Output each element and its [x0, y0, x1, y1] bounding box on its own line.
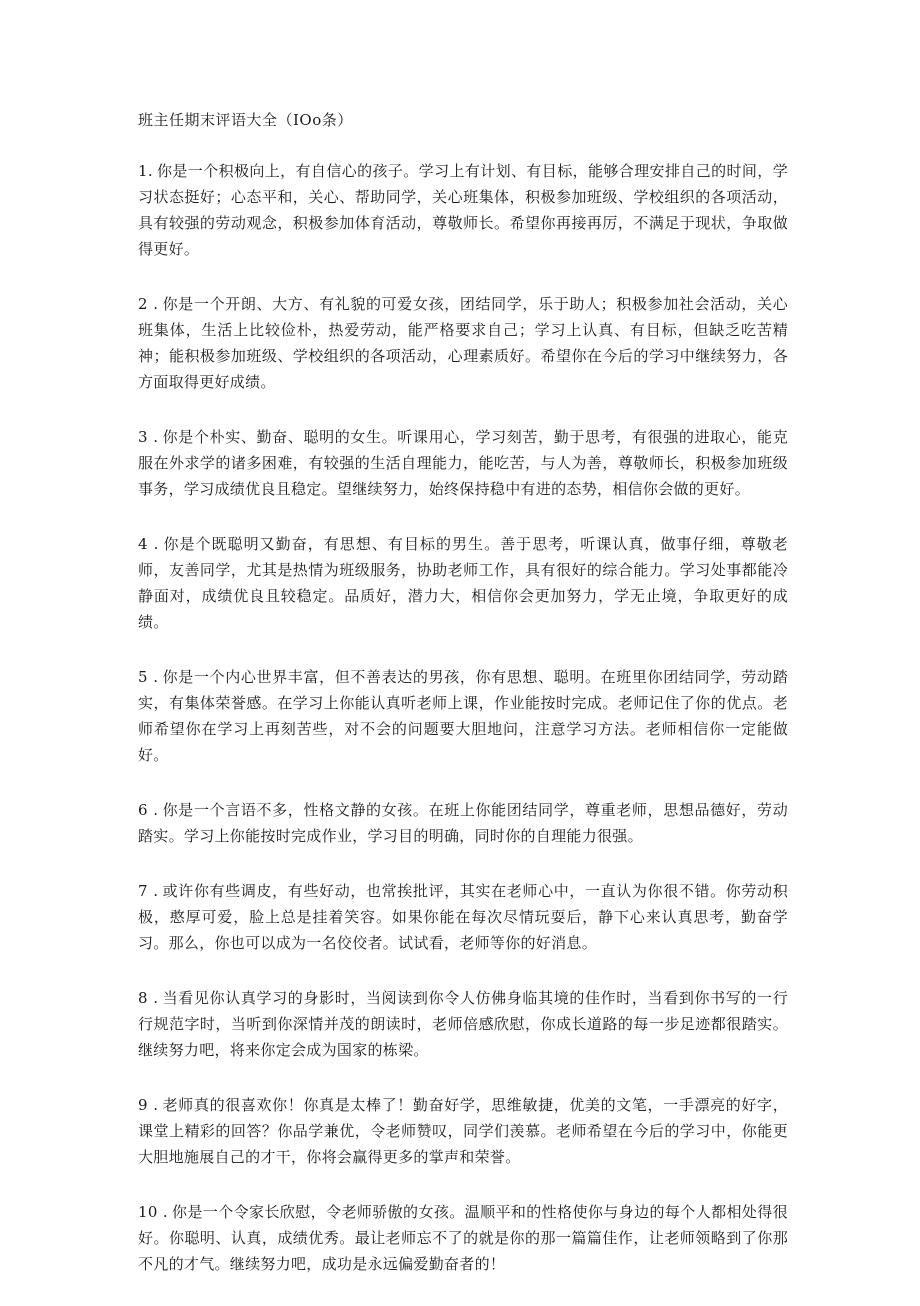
entry-number: 2 .: [138, 295, 159, 313]
entry-text: 你是一个令家长欣慰，令老师骄傲的女孩。温顺平和的性格使你与身边的每个人都相处得很好。你聪明、认真，成绩优秀。最让老师忘不了的就是你的那一篇篇佳作，让老师领略到了你那不凡的才气。继续努力吧，成功是永远偏爱勤奋者的！: [138, 1203, 788, 1273]
entry-text: 老师真的很喜欢你！你真是太棒了！勤奋好学，思维敏捷，优美的文笔，一手漂亮的好字，课堂上精彩的回答？你品学兼优，令老师赞叹，同学们羡慕。老师希望在今后的学习中，你能更大胆地施展自己的才干，你将会赢得更多的掌声和荣誉。: [138, 1096, 788, 1166]
entry-number: 3 .: [138, 428, 159, 446]
entry-number: 6 .: [138, 801, 159, 819]
entry-text: 你是个既聪明又勤奋，有思想、有目标的男生。善于思考，听课认真，做事仔细，尊敬老师，友善同学，尤其是热情为班级服务，协助老师工作，具有很好的综合能力。学习处事都能冷静面对，成绩优良且较稳定。品质好，潜力大，相信你会更加努力，学无止境，争取更好的成绩。: [138, 535, 788, 631]
entry-text: 你是个朴实、勤奋、聪明的女生。听课用心，学习刻苦，勤于思考，有很强的进取心，能克服在外求学的诸多困难，有较强的生活自理能力，能吃苦，与人为善，尊敬师长，积极参加班级事务，学习成绩优良且稳定。望继续努力，始终保持稳中有进的态势，相信你会做的更好。: [138, 428, 788, 498]
entry-number: 4 .: [138, 535, 159, 553]
entry-number: 10 .: [138, 1203, 168, 1221]
comment-entry-5: [138, 664, 788, 768]
entry-text: 当看见你认真学习的身影时，当阅读到你令人仿佛身临其境的佳作时，当看到你书写的一行行规范字时，当听到你深情并茂的朗读时，老师倍感欣慰，你成长道路的每一步足迹都很踏实。继续努力吧，将来你定会成为国家的栋梁。: [138, 989, 788, 1059]
comment-entry-1: [138, 158, 788, 262]
comment-entry-2: [138, 291, 788, 395]
comment-entry-4: [138, 531, 788, 635]
entry-text: 你是一个积极向上，有自信心的孩子。学习上有计划、有目标，能够合理安排自己的时间，学习状态挺好；心态平和，关心、帮助同学，关心班集体，积极参加班级、学校组织的各项活动，具有较强的劳动观念，积极参加体育活动，尊敬师长。希望你再接再厉，不满足于现状，争取做得更好。: [138, 162, 788, 258]
comment-entry-9: [138, 1092, 788, 1170]
comment-entry-7: [138, 878, 788, 956]
entry-number: 7 .: [138, 882, 159, 900]
comment-entry-3: [138, 424, 788, 502]
comment-list: [138, 158, 788, 1306]
entry-text: 或许你有些调皮，有些好动，也常挨批评，其实在老师心中，一直认为你很不错。你劳动积极，憨厚可爱，脸上总是挂着笑容。如果你能在每次尽情玩耍后，静下心来认真思考，勤奋学习。那么，你也可以成为一名佼佼者。试试看，老师等你的好消息。: [138, 882, 788, 952]
entry-text: 你是一个言语不多，性格文静的女孩。在班上你能团结同学，尊重老师，思想品德好，劳动踏实。学习上你能按时完成作业，学习目的明确，同时你的自理能力很强。: [138, 801, 788, 845]
comment-entry-10: [138, 1199, 788, 1277]
entry-number: 1.: [138, 162, 153, 180]
comment-entry-6: [138, 797, 788, 849]
entry-text: 你是一个内心世界丰富，但不善表达的男孩，你有思想、聪明。在班里你团结同学，劳动踏实，有集体荣誉感。在学习上你能认真听老师上课，作业能按时完成。老师记住了你的优点。老师希望你在学习上再刻苦些，对不会的问题要大胆地问，注意学习方法。老师相信你一定能做好。: [138, 668, 788, 764]
document-title: 班主任期末评语大全（IOo条）: [138, 111, 353, 129]
entry-text: 你是一个开朗、大方、有礼貌的可爱女孩，团结同学，乐于助人；积极参加社会活动，关心班集体，生活上比较俭朴，热爱劳动，能严格要求自己；学习上认真、有目标，但缺乏吃苦精神；能积极参加班级、学校组织的各项活动，心理素质好。希望你在今后的学习中继续努力，各方面取得更好成绩。: [138, 295, 788, 391]
entry-number: 9 .: [138, 1096, 159, 1114]
entry-number: 5 .: [138, 668, 159, 686]
comment-entry-8: [138, 985, 788, 1063]
entry-number: 8 .: [138, 989, 159, 1007]
